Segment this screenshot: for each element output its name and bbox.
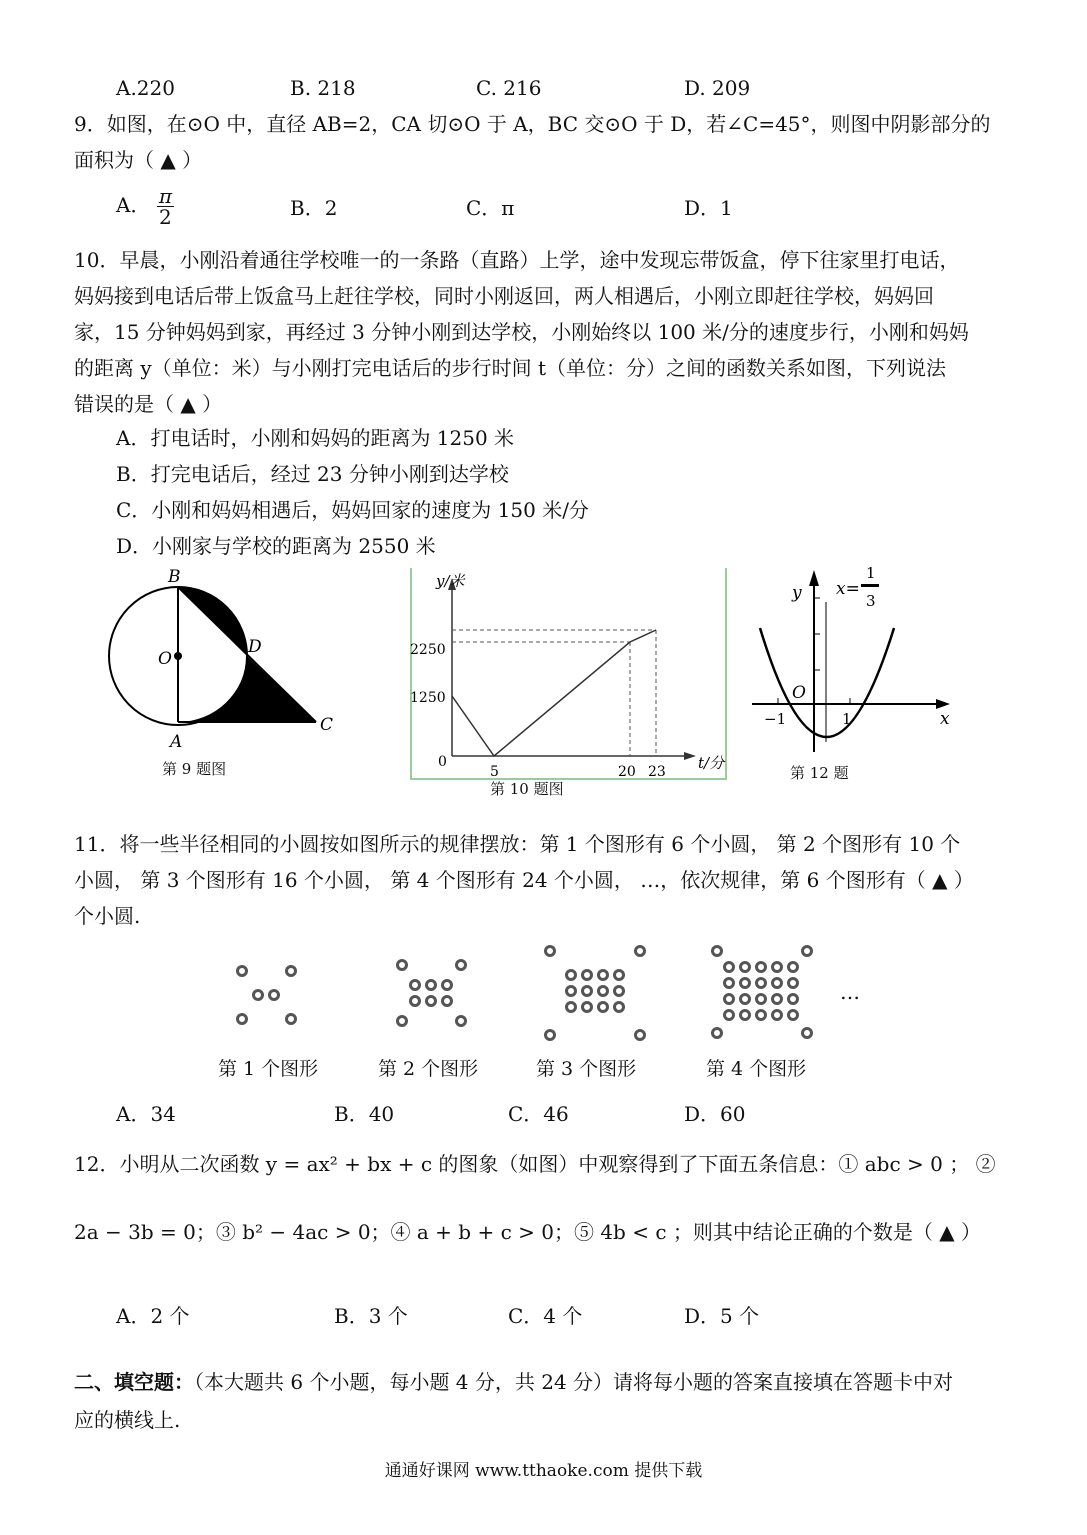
fig12-axis-denominator: 3: [866, 592, 876, 610]
q10-text-line2: 妈妈接到电话后带上饭盒马上赶往学校，同时小刚返回，两人相遇后，小刚立即赶往学校，妈妈回: [74, 284, 934, 308]
q12-text-line1: 12．小明从二次函数 y = ax² + bx + c 的图象（如图）中观察得到了下面五条信息：① abc > 0 ； ②: [74, 1152, 996, 1176]
q9-text-line1: 9．如图，在⊙O 中，直径 AB=2，CA 切⊙O 于 A，BC 交⊙O 于 D，若∠C=45°，则图中阴影部分的: [74, 112, 991, 136]
fig10-x-arrow: [684, 752, 696, 760]
fig12-label-1: 1: [842, 710, 852, 728]
q11-option-c: C．46: [508, 1102, 569, 1126]
fig12-x-arrow: [936, 699, 950, 709]
q10-text-line1: 10．早晨，小刚沿着通往学校唯一的一条路（直路）上学，途中发现忘带饭盒，停下往家里打电话，: [74, 248, 960, 272]
fig10-x-tick-20: 20: [618, 764, 636, 780]
q8-option-a: A.220: [116, 76, 175, 100]
fig10-x-label: t/分: [698, 754, 725, 772]
q10-text-line4: 的距离 y（单位：米）与小刚打完电话后的步行时间 t（单位：分）之间的函数关系如图，下列说法: [74, 356, 947, 380]
q9-option-a: [116, 186, 174, 227]
q8-option-b: B. 218: [290, 76, 356, 100]
section2-line2: 应的横线上.: [74, 1408, 181, 1432]
fig12-fraction-bar: [861, 584, 879, 587]
q11-caption-3: 第 3 个图形: [536, 1058, 637, 1080]
q8-option-c: C. 216: [476, 76, 542, 100]
section2-heading-line: [74, 1372, 953, 1392]
q12-text-line2: 2a − 3b = 0；③ b² − 4ac > 0；④ a + b + c > 0；⑤ 4b < c ；则其中结论正确的个数是（ ▲ ）: [74, 1220, 981, 1244]
fig9-label-d: D: [248, 637, 262, 657]
q9-option-c: C．π: [466, 196, 515, 220]
fig9-label-c: C: [320, 715, 334, 735]
q10-option-b: B．打完电话后，经过 23 分钟小刚到达学校: [116, 462, 509, 486]
q11-pattern-1: [238, 967, 296, 1024]
q11-option-d: D．60: [684, 1102, 746, 1126]
fig10-graph: [408, 566, 730, 782]
fig12-axis-numerator: 1: [866, 564, 876, 582]
q9-option-a-fraction: [157, 186, 174, 227]
q11-option-a: A．34: [116, 1102, 176, 1126]
q11-pattern-4: [713, 947, 812, 1038]
q9-fraction-denominator: 2: [159, 205, 172, 229]
fig12-caption: 第 12 题: [790, 764, 849, 782]
q11-circle-patterns: [225, 938, 865, 1048]
q10-text-line5: 错误的是（ ▲ ）: [74, 392, 223, 416]
fig12-label-x: x: [940, 709, 950, 729]
fig9-circle-figure: [100, 560, 350, 785]
fig9-label-a: A: [170, 732, 183, 752]
q8-option-d: D. 209: [684, 76, 751, 100]
fig10-y-tick-1250: 1250: [410, 690, 446, 706]
fig10-x-tick-23: 23: [648, 764, 666, 780]
q9-option-b: B．2: [290, 196, 338, 220]
q11-ellipsis: …: [840, 980, 860, 1004]
section2-instructions: （本大题共 6 个小题，每小题 4 分，共 24 分）请将每小题的答案直接填在答题卡中对: [194, 1370, 954, 1394]
fig12-label-neg1: −1: [764, 710, 787, 728]
q11-caption-2: 第 2 个图形: [378, 1058, 479, 1080]
q10-option-a: A．打电话时，小刚和妈妈的距离为 1250 米: [116, 426, 515, 450]
q11-caption-1: 第 1 个图形: [218, 1058, 319, 1080]
fig9-center-point: [174, 652, 182, 660]
q9-text-line2: 面积为（ ▲ ）: [74, 148, 203, 172]
q12-option-a: A．2 个: [116, 1304, 190, 1328]
q10-option-d: D．小刚家与学校的距离为 2550 米: [116, 534, 436, 558]
fig12-parabola-graph: [752, 562, 957, 762]
fig10-y-tick-0: 0: [438, 754, 447, 770]
fig12-label-o: O: [792, 683, 806, 703]
q12-option-d: D．5 个: [684, 1304, 760, 1328]
fig10-function-line: [452, 630, 656, 756]
q10-text-line3: 家，15 分钟妈妈到家，再经过 3 分钟小刚到达学校，小刚始终以 100 米/分的速度步行，小刚和妈妈: [74, 320, 969, 344]
fig12-label-y: y: [792, 583, 802, 603]
fig12-y-arrow: [809, 570, 819, 586]
q12-option-c: C．4 个: [508, 1304, 583, 1328]
q11-pattern-2: [398, 961, 466, 1026]
q10-option-c: C．小刚和妈妈相遇后，妈妈回家的速度为 150 米/分: [116, 498, 589, 522]
fig10-caption: 第 10 题图: [490, 780, 564, 798]
fig9-caption: 第 9 题图: [162, 760, 227, 778]
q9-option-a-prefix: A．: [116, 193, 151, 217]
q11-text-line3: 个小圆.: [74, 904, 141, 928]
page-footer: 通通好课网 www.tthaoke.com 提供下载: [384, 1461, 703, 1481]
fig10-y-label: y/米: [436, 572, 465, 590]
fig10-y-tick-2250: 2250: [410, 642, 446, 658]
fig10-x-tick-5: 5: [490, 764, 499, 780]
q9-fraction-numerator: π: [158, 184, 172, 208]
q11-caption-4: 第 4 个图形: [706, 1058, 807, 1080]
fig9-label-b: B: [168, 567, 181, 587]
section2-title: 二、填空题：: [74, 1370, 194, 1394]
fig9-label-o: O: [158, 649, 172, 669]
q11-option-b: B．40: [334, 1102, 395, 1126]
q11-pattern-3: [546, 947, 645, 1040]
q9-option-d: D．1: [684, 196, 733, 220]
q11-text-line2: 小圆， 第 3 个图形有 16 个小圆， 第 4 个图形有 24 个小圆， …，依次规律，第 6 个图形有（ ▲ ）: [74, 868, 974, 892]
q11-text-line1: 11．将一些半径相同的小圆按如图所示的规律摆放：第 1 个图形有 6 个小圆， 第 2 个图形有 10 个: [74, 832, 961, 856]
q12-option-b: B．3 个: [334, 1304, 408, 1328]
fig12-axis-eq: x=: [836, 579, 860, 599]
